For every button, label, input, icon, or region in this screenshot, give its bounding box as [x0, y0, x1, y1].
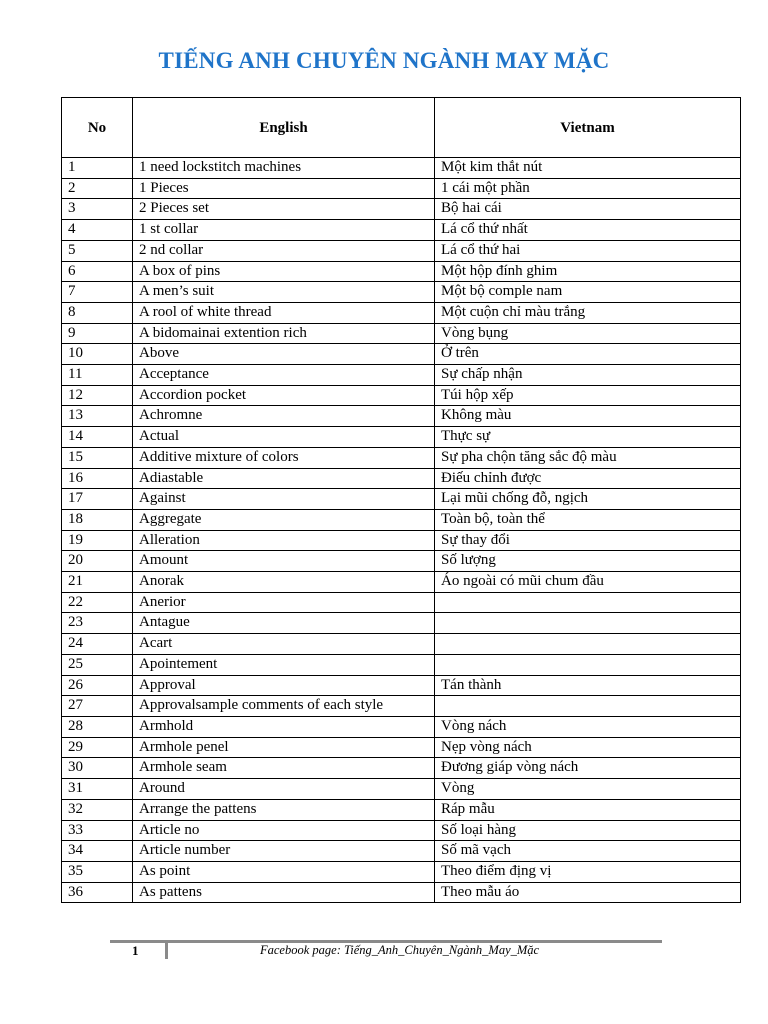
cell-no: 7: [62, 282, 133, 303]
table-row: [62, 592, 741, 613]
cell-vietnam: Ráp mẫu: [435, 799, 741, 820]
table-row: [62, 178, 741, 199]
cell-no: 31: [62, 779, 133, 800]
table-row: [62, 365, 741, 386]
cell-english: Amount: [133, 551, 435, 572]
cell-english: Against: [133, 489, 435, 510]
cell-no: 27: [62, 696, 133, 717]
cell-english: Arrange the pattens: [133, 799, 435, 820]
cell-vietnam: Theo mẫu áo: [435, 882, 741, 903]
cell-vietnam: Túi hộp xếp: [435, 385, 741, 406]
cell-english: Around: [133, 779, 435, 800]
cell-vietnam: Lại mũi chống đỗ, ngịch: [435, 489, 741, 510]
table-row: [62, 385, 741, 406]
cell-english: Aggregate: [133, 509, 435, 530]
cell-vietnam: Một hộp đính ghim: [435, 261, 741, 282]
cell-no: 5: [62, 240, 133, 261]
cell-vietnam: Một cuộn chỉ màu trắng: [435, 302, 741, 323]
cell-vietnam: Số mã vạch: [435, 841, 741, 862]
cell-no: 36: [62, 882, 133, 903]
table-row: [62, 675, 741, 696]
cell-no: 12: [62, 385, 133, 406]
table-row: [62, 613, 741, 634]
cell-english: Armhole seam: [133, 758, 435, 779]
cell-vietnam: Sự pha chộn tăng sắc độ màu: [435, 447, 741, 468]
cell-english: A men’s suit: [133, 282, 435, 303]
cell-english: As point: [133, 861, 435, 882]
cell-english: Anorak: [133, 572, 435, 593]
cell-english: Above: [133, 344, 435, 365]
table-row: [62, 654, 741, 675]
cell-no: 9: [62, 323, 133, 344]
table-row: [62, 427, 741, 448]
cell-vietnam: Không màu: [435, 406, 741, 427]
column-header-no: No: [62, 98, 133, 158]
table-row: [62, 261, 741, 282]
cell-vietnam: Bộ hai cái: [435, 199, 741, 220]
table-row: [62, 716, 741, 737]
cell-english: Acceptance: [133, 365, 435, 386]
cell-english: Apointement: [133, 654, 435, 675]
table-row: [62, 406, 741, 427]
cell-vietnam: Sự thay đổi: [435, 530, 741, 551]
table-row: [62, 696, 741, 717]
cell-no: 22: [62, 592, 133, 613]
table-row: [62, 447, 741, 468]
table-row: [62, 199, 741, 220]
cell-english: Accordion pocket: [133, 385, 435, 406]
cell-vietnam: Sự chấp nhận: [435, 365, 741, 386]
table-row: [62, 551, 741, 572]
cell-no: 25: [62, 654, 133, 675]
cell-vietnam: Theo điểm địng vị: [435, 861, 741, 882]
cell-vietnam: Tán thành: [435, 675, 741, 696]
cell-english: A box of pins: [133, 261, 435, 282]
table-row: [62, 468, 741, 489]
cell-no: 29: [62, 737, 133, 758]
cell-vietnam: Vòng: [435, 779, 741, 800]
cell-no: 14: [62, 427, 133, 448]
cell-english: 1 Pieces: [133, 178, 435, 199]
cell-english: Alleration: [133, 530, 435, 551]
cell-vietnam: Vòng nách: [435, 716, 741, 737]
table-row: [62, 820, 741, 841]
cell-vietnam: [435, 696, 741, 717]
footer-separator: [165, 942, 168, 959]
page-number: 1: [132, 943, 139, 958]
table-row: [62, 634, 741, 655]
cell-no: 11: [62, 365, 133, 386]
table-row: [62, 841, 741, 862]
cell-vietnam: Điếu chỉnh được: [435, 468, 741, 489]
glossary-table: [61, 97, 741, 903]
cell-no: 20: [62, 551, 133, 572]
cell-no: 4: [62, 220, 133, 241]
cell-no: 15: [62, 447, 133, 468]
cell-english: 2 Pieces set: [133, 199, 435, 220]
cell-vietnam: Nẹp vòng nách: [435, 737, 741, 758]
cell-english: Armhole penel: [133, 737, 435, 758]
cell-english: Article number: [133, 841, 435, 862]
table-row: [62, 758, 741, 779]
cell-no: 28: [62, 716, 133, 737]
cell-no: 13: [62, 406, 133, 427]
cell-vietnam: Số loại hàng: [435, 820, 741, 841]
cell-vietnam: Toàn bộ, toàn thể: [435, 509, 741, 530]
cell-english: 1 st collar: [133, 220, 435, 241]
table-row: [62, 489, 741, 510]
table-row: [62, 509, 741, 530]
cell-english: Additive mixture of colors: [133, 447, 435, 468]
table-row: [62, 530, 741, 551]
cell-vietnam: Ở trên: [435, 344, 741, 365]
cell-no: 33: [62, 820, 133, 841]
table-row: [62, 220, 741, 241]
column-header-english: English: [133, 98, 435, 158]
table-row: [62, 344, 741, 365]
cell-no: 19: [62, 530, 133, 551]
cell-vietnam: 1 cái một phần: [435, 178, 741, 199]
table-row: [62, 882, 741, 903]
cell-english: Acart: [133, 634, 435, 655]
cell-vietnam: [435, 634, 741, 655]
cell-english: A bidomainai extention rich: [133, 323, 435, 344]
cell-english: Antague: [133, 613, 435, 634]
table-row: [62, 302, 741, 323]
cell-vietnam: Đương giáp vòng nách: [435, 758, 741, 779]
cell-no: 21: [62, 572, 133, 593]
cell-no: 24: [62, 634, 133, 655]
cell-english: A rool of white thread: [133, 302, 435, 323]
cell-vietnam: Vòng bụng: [435, 323, 741, 344]
cell-no: 10: [62, 344, 133, 365]
cell-no: 8: [62, 302, 133, 323]
cell-no: 30: [62, 758, 133, 779]
document-title: TIẾNG ANH CHUYÊN NGÀNH MAY MẶC: [158, 48, 610, 73]
cell-english: Anerior: [133, 592, 435, 613]
table-body: [62, 158, 741, 903]
cell-no: 3: [62, 199, 133, 220]
cell-no: 34: [62, 841, 133, 862]
cell-no: 6: [62, 261, 133, 282]
cell-no: 2: [62, 178, 133, 199]
cell-no: 32: [62, 799, 133, 820]
cell-vietnam: [435, 613, 741, 634]
table-row: [62, 779, 741, 800]
cell-vietnam: Một kim thắt nút: [435, 158, 741, 179]
table-row: [62, 572, 741, 593]
table-row: [62, 240, 741, 261]
cell-english: 1 need lockstitch machines: [133, 158, 435, 179]
cell-vietnam: Một bộ comple nam: [435, 282, 741, 303]
cell-vietnam: Lá cổ thứ nhất: [435, 220, 741, 241]
cell-vietnam: Lá cổ thứ hai: [435, 240, 741, 261]
table-row: [62, 737, 741, 758]
table-header-row: [62, 98, 741, 158]
cell-vietnam: Thực sự: [435, 427, 741, 448]
cell-no: 17: [62, 489, 133, 510]
cell-english: Actual: [133, 427, 435, 448]
cell-vietnam: Số lượng: [435, 551, 741, 572]
cell-no: 23: [62, 613, 133, 634]
cell-english: Article no: [133, 820, 435, 841]
cell-english: Armhold: [133, 716, 435, 737]
cell-english: As pattens: [133, 882, 435, 903]
table-row: [62, 282, 741, 303]
cell-vietnam: [435, 654, 741, 675]
table-row: [62, 799, 741, 820]
table-row: [62, 158, 741, 179]
cell-no: 18: [62, 509, 133, 530]
column-header-vietnam: Vietnam: [435, 98, 741, 158]
cell-english: Adiastable: [133, 468, 435, 489]
table-row: [62, 861, 741, 882]
table-row: [62, 323, 741, 344]
cell-no: 26: [62, 675, 133, 696]
cell-vietnam: Áo ngoài có mũi chum đầu: [435, 572, 741, 593]
cell-english: Approval: [133, 675, 435, 696]
cell-english: 2 nd collar: [133, 240, 435, 261]
cell-no: 35: [62, 861, 133, 882]
cell-no: 1: [62, 158, 133, 179]
cell-english: Achromne: [133, 406, 435, 427]
cell-vietnam: [435, 592, 741, 613]
cell-english: Approvalsample comments of each style: [133, 696, 435, 717]
cell-no: 16: [62, 468, 133, 489]
footer-facebook-page: Facebook page: Tiếng_Anh_Chuyên_Ngành_May_Mặc: [260, 943, 540, 957]
